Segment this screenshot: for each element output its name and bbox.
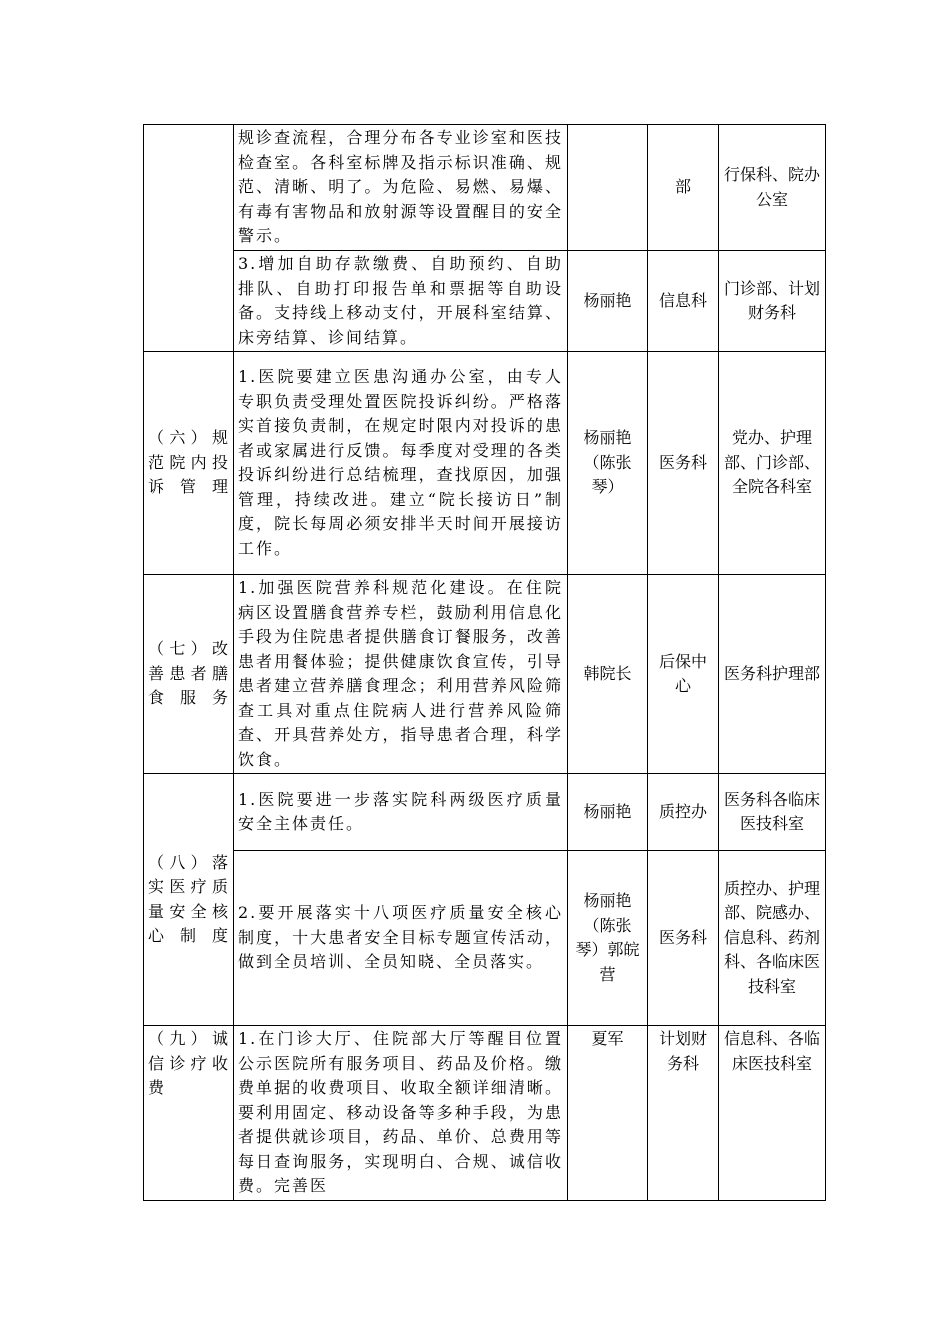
person-cell: 韩院长 (568, 575, 648, 774)
coop-dept-cell: 质控办、护理部、院感办、信息科、药剂科、各临床医技科室 (719, 851, 826, 1026)
table-row (144, 251, 826, 352)
coop-dept-cell: 党办、护理部、门诊部、全院各科室 (719, 352, 826, 575)
task-table (143, 124, 826, 1201)
category-cell: （六）规范院内投诉管理 (144, 352, 234, 575)
lead-dept-cell: 质控办 (648, 774, 719, 851)
person-cell: 杨丽艳 (568, 251, 648, 352)
table-row (144, 352, 826, 575)
content-cell: 1.在门诊大厅、住院部大厅等醒目位置公示医院所有服务项目、药品及价格。缴费单据的收费项目、收取全额详细清晰。要利用固定、移动设备等多种手段，为患者提供就诊项目，药品、单价、总费用等每日查询服务，实现明白、合规、诚信收费。完善医 (234, 1026, 568, 1201)
category-cell: （八）落实医疗质量安全核心制度 (144, 774, 234, 1026)
person-cell: 夏军 (568, 1026, 648, 1201)
content-cell: 1.医院要建立医患沟通办公室，由专人专职负责受理处置医院投诉纠纷。严格落实首接负责制，在规定时限内对投诉的患者或家属进行反馈。每季度对受理的各类投诉纠纷进行总结梳理，查找原因，加强管理，持续改进。建立“院长接访日”制度，院长每周必须安排半天时间开展接访工作。 (234, 352, 568, 575)
lead-dept-cell: 后保中心 (648, 575, 719, 774)
lead-dept-cell: 医务科 (648, 851, 719, 1026)
category-cell (144, 125, 234, 352)
lead-dept-cell: 计划财务科 (648, 1026, 719, 1201)
lead-dept-cell: 医务科 (648, 352, 719, 575)
content-cell: 1.医院要进一步落实院科两级医疗质量安全主体责任。 (234, 774, 568, 851)
person-cell: 杨丽艳（陈张琴）郭皖营 (568, 851, 648, 1026)
coop-dept-cell: 医务科各临床医技科室 (719, 774, 826, 851)
table-row (144, 774, 826, 851)
category-cell: （七）改善患者膳食服务 (144, 575, 234, 774)
coop-dept-cell: 门诊部、计划财务科 (719, 251, 826, 352)
person-cell (568, 125, 648, 251)
coop-dept-cell: 医务科护理部 (719, 575, 826, 774)
table-row (144, 575, 826, 774)
person-cell: 杨丽艳 (568, 774, 648, 851)
lead-dept-cell: 信息科 (648, 251, 719, 352)
table-row (144, 125, 826, 251)
content-cell: 规诊查流程，合理分布各专业诊室和医技检查室。各科室标牌及指示标识准确、规范、清晰、明了。为危险、易燃、易爆、有毒有害物品和放射源等设置醒目的安全警示。 (234, 125, 568, 251)
table-row (144, 1026, 826, 1201)
content-cell: 1.加强医院营养科规范化建设。在住院病区设置膳食营养专栏，鼓励利用信息化手段为住院患者提供膳食订餐服务，改善患者用餐体验；提供健康饮食宣传，引导患者建立营养膳食理念；利用营养风险筛查工具对重点住院病人进行营养风险筛查、开具营养处方，指导患者合理，科学饮食。 (234, 575, 568, 774)
content-cell: 3.增加自助存款缴费、自助预约、自助排队、自助打印报告单和票据等自助设备。支持线上移动支付，开展科室结算、床旁结算、诊间结算。 (234, 251, 568, 352)
category-cell: （九）诚信诊疗收费 (144, 1026, 234, 1201)
coop-dept-cell: 信息科、各临床医技科室 (719, 1026, 826, 1201)
coop-dept-cell: 行保科、院办公室 (719, 125, 826, 251)
lead-dept-cell: 部 (648, 125, 719, 251)
content-cell: 2.要开展落实十八项医疗质量安全核心制度，十大患者安全目标专题宣传活动，做到全员培训、全员知晓、全员落实。 (234, 851, 568, 1026)
table-row (144, 851, 826, 1026)
person-cell: 杨丽艳（陈张琴） (568, 352, 648, 575)
